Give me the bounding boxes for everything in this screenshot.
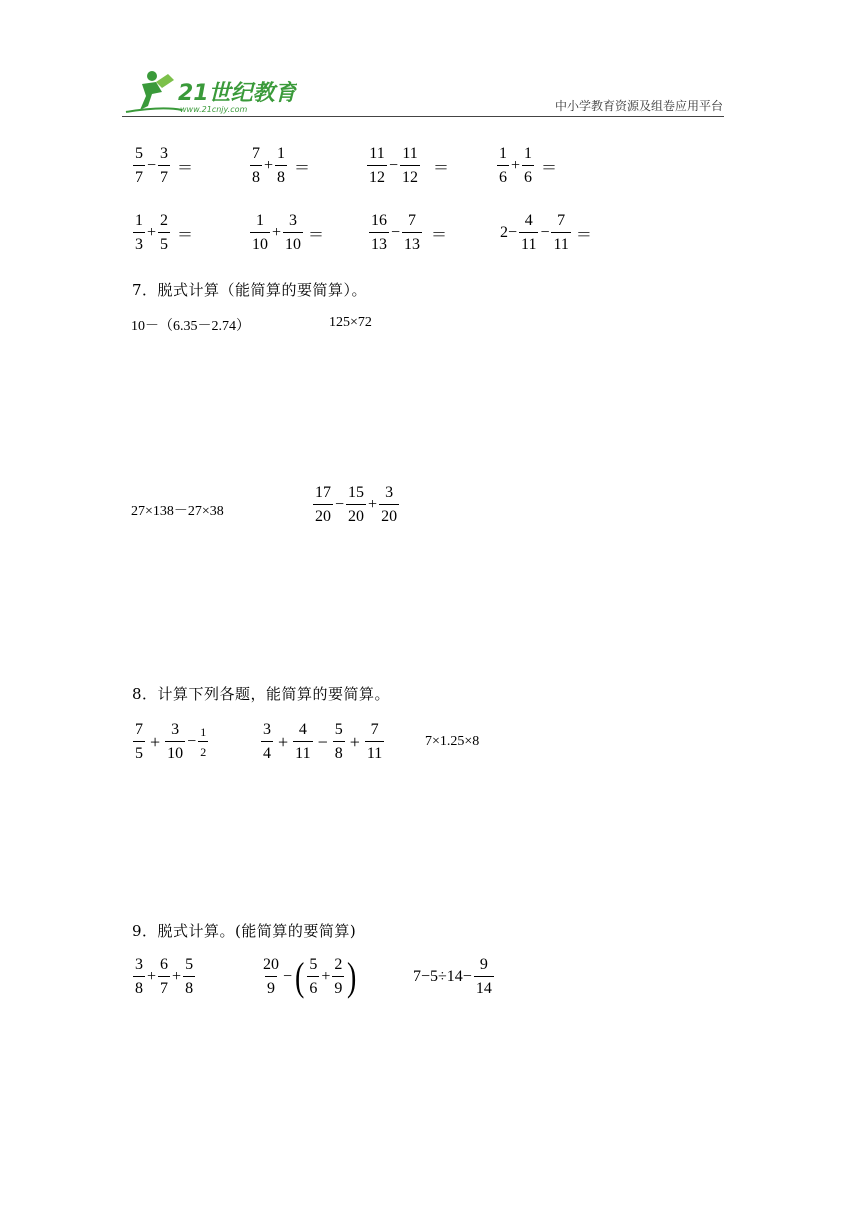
fraction: $\frac{3}{10}$	[285, 212, 302, 253]
svg-text:21世纪教育: 21世纪教育	[178, 81, 297, 106]
q6-row-1	[132, 146, 558, 186]
q9-expr-3: 7−5÷14− $\frac{9}{14}$	[413, 956, 492, 997]
q6-row-2	[132, 213, 593, 253]
fraction: $\frac{1}{6}$	[524, 145, 533, 186]
svg-text:www.21cnjy.com: www.21cnjy.com	[180, 105, 248, 114]
fraction: $\frac{2}{9}$	[334, 956, 343, 997]
fraction: $\frac{7}{5}$	[135, 721, 143, 762]
header-platform-text: 中小学教育资源及组卷应用平台	[554, 99, 723, 113]
q7-expr-1: 10－（6.35－2.74）	[131, 319, 250, 334]
fraction: $\frac{17}{20}$	[315, 484, 331, 525]
fraction: $\frac{4}{11}$	[295, 721, 311, 762]
fraction: $\frac{15}{20}$	[348, 484, 365, 525]
fraction: $\frac{1}{2}$	[200, 725, 207, 759]
fraction: $\frac{1}{6}$	[499, 145, 507, 186]
q6-expr-1: $\frac{5}{7}$ − $\frac{3}{7}$ ＝	[135, 145, 194, 186]
q8-row	[132, 722, 479, 762]
fraction: $\frac{7}{11}$	[553, 212, 569, 253]
q6-expr-6: $\frac{1}{10}$ + $\frac{3}{10}$ ＝	[252, 212, 325, 253]
fraction: $\frac{3}{8}$	[135, 956, 143, 997]
fraction: $\frac{2}{5}$	[160, 212, 169, 253]
q6-expr-7: $\frac{16}{13}$ − $\frac{7}{13}$ ＝	[371, 212, 448, 253]
q8-title: 8．计算下列各题，能简算的要简算。	[132, 685, 391, 703]
fraction: $\frac{7}{8}$	[252, 145, 260, 186]
runner-logo-icon	[122, 66, 297, 116]
q6-expr-2: $\frac{7}{8}$ + $\frac{1}{8}$ ＝	[252, 145, 311, 186]
q7-expr-3: 27×138－27×38	[131, 504, 224, 519]
fraction: $\frac{5}{7}$	[135, 145, 143, 186]
fraction: $\frac{7}{11}$	[366, 721, 383, 762]
fraction: $\frac{5}{8}$	[185, 956, 194, 997]
q6-expr-4: $\frac{1}{6}$ + $\frac{1}{6}$ ＝	[499, 145, 558, 186]
q9-expr-1: $\frac{3}{8}$ + $\frac{6}{7}$ + $\frac{5}{8}$	[135, 956, 194, 997]
q8-expr-1: $\frac{7}{5}$ + $\frac{3}{10}$ − $\frac{1}{2}$	[135, 721, 207, 762]
logo	[122, 66, 297, 116]
fraction: $\frac{1}{8}$	[277, 145, 286, 186]
header-divider	[122, 116, 724, 117]
fraction: $\frac{3}{20}$	[381, 484, 398, 525]
fraction: $\frac{3}{7}$	[160, 145, 169, 186]
q7-title: 7．脱式计算（能简算的要简算）。	[132, 281, 368, 299]
q8-expr-3: 7×1.25×8	[425, 734, 480, 749]
q6-expr-5: $\frac{1}{3}$ + $\frac{2}{5}$ ＝	[135, 212, 194, 253]
fraction: $\frac{11}{12}$	[369, 145, 385, 186]
fraction: $\frac{1}{3}$	[135, 212, 143, 253]
q6-expr-3: $\frac{11}{12}$ − $\frac{11}{12}$ ＝	[369, 145, 450, 186]
fraction: $\frac{5}{6}$	[309, 956, 318, 997]
fraction: $\frac{9}{14}$	[475, 956, 492, 997]
fraction: $\frac{3}{10}$	[167, 721, 184, 762]
fraction: $\frac{6}{7}$	[160, 956, 169, 997]
q7-expr-2: 125×72	[329, 315, 372, 330]
q9-row	[132, 954, 495, 999]
q9-title: 9．脱式计算。(能简算的要简算)	[132, 922, 357, 940]
q6-expr-8: 2− $\frac{4}{11}$ − $\frac{7}{11}$ ＝	[500, 212, 592, 253]
q7-expr-4: $\frac{17}{20}$ − $\frac{15}{20}$ + $\frac{3}{20}$	[315, 484, 398, 525]
fraction: $\frac{16}{13}$	[371, 212, 387, 253]
fraction: $\frac{1}{10}$	[252, 212, 268, 253]
fraction: $\frac{20}{9}$	[263, 956, 279, 997]
q8-expr-2: $\frac{3}{4}$ + $\frac{4}{11}$ − $\frac{5}{8}$ + $\frac{7}{11}$	[263, 721, 383, 762]
fraction: $\frac{3}{4}$	[263, 721, 271, 762]
fraction: $\frac{5}{8}$	[334, 721, 343, 762]
fraction: $\frac{4}{11}$	[521, 212, 537, 253]
fraction: $\frac{11}{12}$	[402, 145, 419, 186]
fraction: $\frac{7}{13}$	[404, 212, 421, 253]
q9-expr-2: $\frac{20}{9}$ − ( $\frac{5}{6}$ + $\frac{2}{9}$ )	[263, 954, 357, 999]
